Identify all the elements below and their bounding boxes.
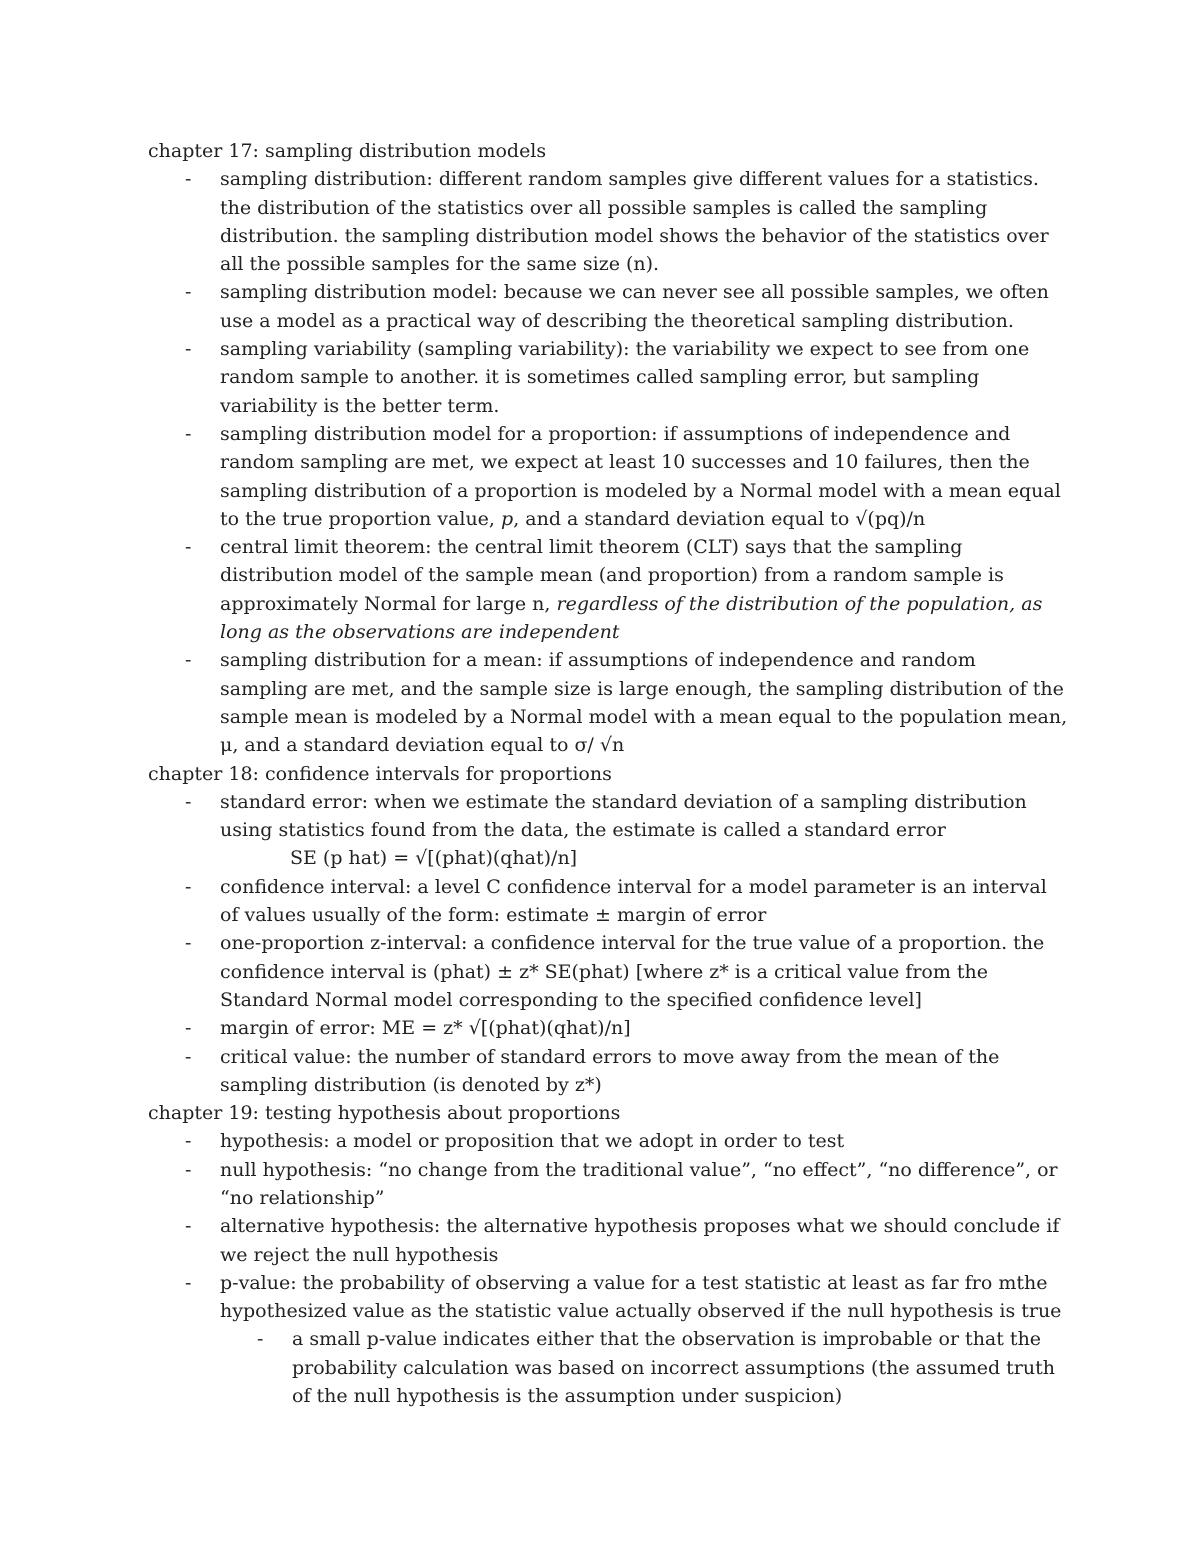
item-text: standard error: when we estimate the standard deviation of a sampling distribution using statistics found from the data, the estimate is called a standard error — [220, 790, 1027, 842]
italic-emphasis: regardless of the distribution of the population, as long as the observations are independent — [220, 592, 1043, 644]
item-text: p-value: the probability of observing a value for a test statistic at least as far fro mthe hypothesized value as the statistic value actually observed if the null hypothesis is true — [220, 1271, 1062, 1323]
list-item — [148, 1269, 1068, 1410]
list-item: - one-proportion z-interval: a confidence interval for the true value of a proportion. the confidence interval is (phat) ± z* SE(phat) [where z* is a critical value from the Standard Normal model corresponding to the specified confidence level] — [148, 929, 1068, 1014]
chapter-title: chapter 19: testing hypothesis about proportions — [148, 1102, 621, 1125]
chapter-19 — [148, 1099, 1068, 1410]
list-item — [148, 533, 1068, 646]
list-item: - sampling distribution model: because we can never see all possible samples, we often use a model as a practical way of describing the theoretical sampling distribution. — [148, 278, 1068, 335]
list-item — [148, 788, 1068, 873]
list-item: - sampling distribution: different random samples give different values for a statistics. the distribution of the statistics over all possible samples is called the sampling distribution. the sampling distribution model shows the behavior of the statistics over all the possible samples for the same size (n). — [148, 165, 1068, 278]
list-item: - margin of error: ME = z* √[(phat)(qhat)/n] — [148, 1014, 1068, 1042]
list-item — [148, 420, 1068, 533]
sub-list-item: - a small p-value indicates either that the observation is improbable or that the probability calculation was based on incorrect assumptions (the assumed truth of the null hypothesis is the assumption under suspicion) — [220, 1325, 1068, 1410]
variable-p: p — [501, 507, 514, 530]
chapter-17 — [148, 137, 1068, 760]
item-text: sampling distribution model for a proportion: if assumptions of independence and random sampling are met, we expect at least 10 successes and 10 failures, then the sampling distribution of a proportion is modeled by a Normal model with a mean equal to the true proportion value, — [220, 422, 1061, 530]
list-item: - hypothesis: a model or proposition that we adopt in order to test — [148, 1127, 1068, 1155]
chapter-18 — [148, 760, 1068, 1100]
chapter-title: chapter 18: confidence intervals for proportions — [148, 762, 612, 785]
item-text: central limit theorem: the central limit theorem (CLT) says that the sampling distribution model of the sample mean (and proportion) from a random sample is approximately Normal for large n, — [220, 536, 1004, 615]
sub-list — [220, 1325, 1068, 1410]
formula: SE (p hat) = √[(phat)(qhat)/n] — [290, 847, 578, 870]
document-page — [148, 137, 1068, 1410]
list-item: - sampling distribution for a mean: if assumptions of independence and random sampling are met, and the sample size is large enough, the sampling distribution of the sample mean is modeled by a Normal model with a mean equal to the population mean, μ, and a standard deviation equal to σ/ √n — [148, 646, 1068, 759]
item-text: , and a standard deviation equal to √(pq)/n — [513, 507, 926, 530]
definition-list — [148, 1127, 1068, 1410]
list-item: - sampling variability (sampling variability): the variability we expect to see from one random sample to another. it is sometimes called sampling error, but sampling variability is the better term. — [148, 335, 1068, 420]
chapter-title: chapter 17: sampling distribution models — [148, 140, 547, 162]
definition-list — [148, 165, 1068, 759]
list-item: - critical value: the number of standard errors to move away from the mean of the sampling distribution (is denoted by z*) — [148, 1043, 1068, 1100]
list-item: - null hypothesis: “no change from the traditional value”, “no effect”, “no difference”, or “no relationship” — [148, 1156, 1068, 1213]
list-item: - confidence interval: a level C confidence interval for a model parameter is an interval of values usually of the form: estimate ± margin of error — [148, 873, 1068, 930]
list-item: - alternative hypothesis: the alternative hypothesis proposes what we should conclude if we reject the null hypothesis — [148, 1212, 1068, 1269]
definition-list — [148, 788, 1068, 1099]
